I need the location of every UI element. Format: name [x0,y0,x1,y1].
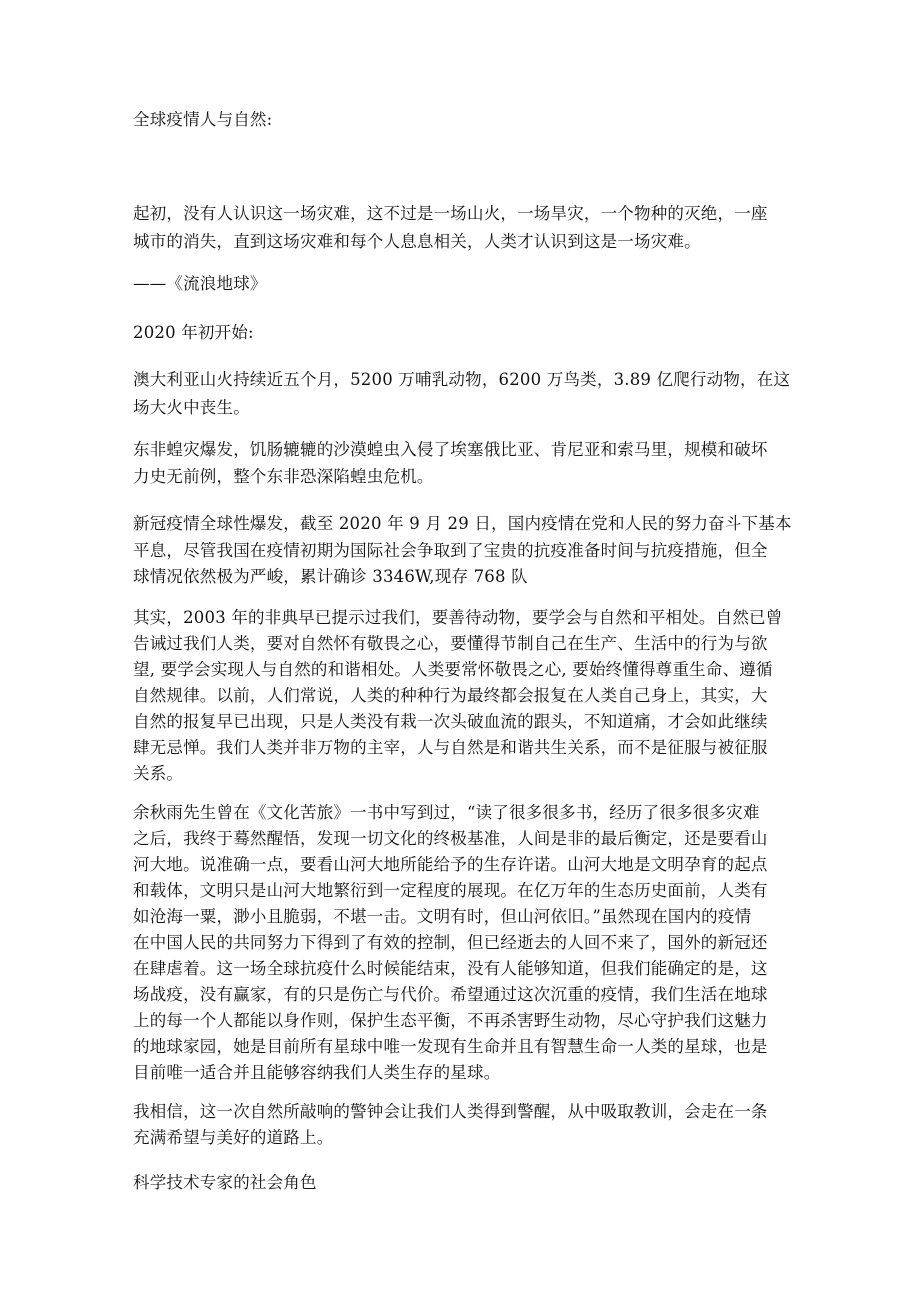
text-line: 起初，没有人认识这一场灾难，这不过是一场山火，一场旱灾，一个物种的灭绝，一座 [133,204,768,223]
text-line: 城市的消失，直到这场灾难和每个人息息相关，人类才认识到这是一场灾难。 [133,232,701,251]
document-title: 全球疫情人与自然: [133,110,273,129]
text-line: 关系。 [133,764,184,783]
text-line: 的地球家园，她是目前所有星球中唯一发现有生命并且有智慧生命一人类的星球，也是 [133,1037,768,1056]
text-line: 在肆虐着。这一场全球抗疫什么时候能结束，没有人能够知道，但我们能确定的是，这 [133,959,768,978]
text-line: 澳大利亚山火持续近五个月，5200 万哺乳动物，6200 万鸟类，3.89 亿爬行动物，在这 [133,370,791,389]
quote-attribution: ——《流浪地球》 [133,274,267,293]
text-line: 上的每一个人都能以身作则，保护生态平衡，不再杀害野生动物，尽心守护我们这魅力 [133,1011,768,1030]
text-line: 东非蝗灾爆发，饥肠辘辘的沙漠蝗虫入侵了埃塞俄比亚、肯尼亚和索马里，规模和破坏 [133,440,768,459]
text-line: 目前唯一适合并且能够容纳我们人类生存的星球。 [133,1063,501,1082]
text-line: 自然规律。以前，人们常说，人类的种种行为最终都会报复在人类自己身上，其实，大 [133,686,768,705]
text-line: 自然的报复早已出现，只是人类没有栽一次头破血流的跟头，不知道痛，才会如此继续 [133,712,768,731]
text-line: 望, 要学会实现人与自然的和谐相处。人类要常怀敬畏之心, 要始终懂得尊重生命、遵循 [133,660,773,679]
text-line: 平息，尽管我国在疫情初期为国际社会争取到了宝贵的抗疫准备时间与抗疫措施，但全 [133,541,768,560]
text-line: 余秋雨先生曾在《文化苦旅》一书中写到过，“读了很多很多书，经历了很多很多灾难 [133,803,760,822]
text-line: 力史无前例，整个东非恐深陷蝗虫危机。 [133,467,434,486]
text-line: 其实，2003 年的非典早已提示过我们，要善待动物，要学会与自然和平相处。自然已曾 [133,608,783,627]
text-line: 新冠疫情全球性爆发，截至 2020 年 9 月 29 日，国内疫情在党和人民的努力奋斗下基本 [133,514,792,533]
text-line: 之后，我终于蓦然醒悟，发现一切文化的终极基准，人间是非的最后衡定，还是要看山 [133,829,768,848]
text-line: 在中国人民的共同努力下得到了有效的控制，但已经逝去的人回不来了，国外的新冠还 [133,933,768,952]
text-line: 球情况依然极为严峻，累计确诊 3346W,现存 768 队 [133,567,528,586]
text-line: 我相信，这一次自然所敲响的警钟会让我们人类得到警醒，从中吸取教训，会走在一条 [133,1102,768,1121]
text-line: 如沧海一粟，渺小且脆弱，不堪一击。文明有时，但山河依旧。”虽然现在国内的疫情 [133,907,752,926]
text-line: 2020 年初开始: [133,323,254,342]
text-line: 肆无忌惮。我们人类并非万物的主宰，人与自然是和谐共生关系，而不是征服与被征服 [133,738,768,757]
text-line: 河大地。说准确一点，要看山河大地所能给予的生存许诺。山河大地是文明孕育的起点 [133,855,768,874]
text-line: 和载体，文明只是山河大地繁衍到一定程度的展现。在亿万年的生态历史面前，人类有 [133,881,768,900]
text-line: 告诫过我们人类，要对自然怀有敬畏之心，要懂得节制自己在生产、生活中的行为与欲 [133,634,768,653]
section-heading: 科学技术专家的社会角色 [133,1173,317,1192]
text-line: 充满希望与美好的道路上。 [133,1128,334,1147]
text-line: 场大火中丧生。 [133,398,250,417]
text-line: 场战疫，没有赢家，有的只是伤亡与代价。希望通过这次沉重的疫情，我们生活在地球 [133,985,768,1004]
